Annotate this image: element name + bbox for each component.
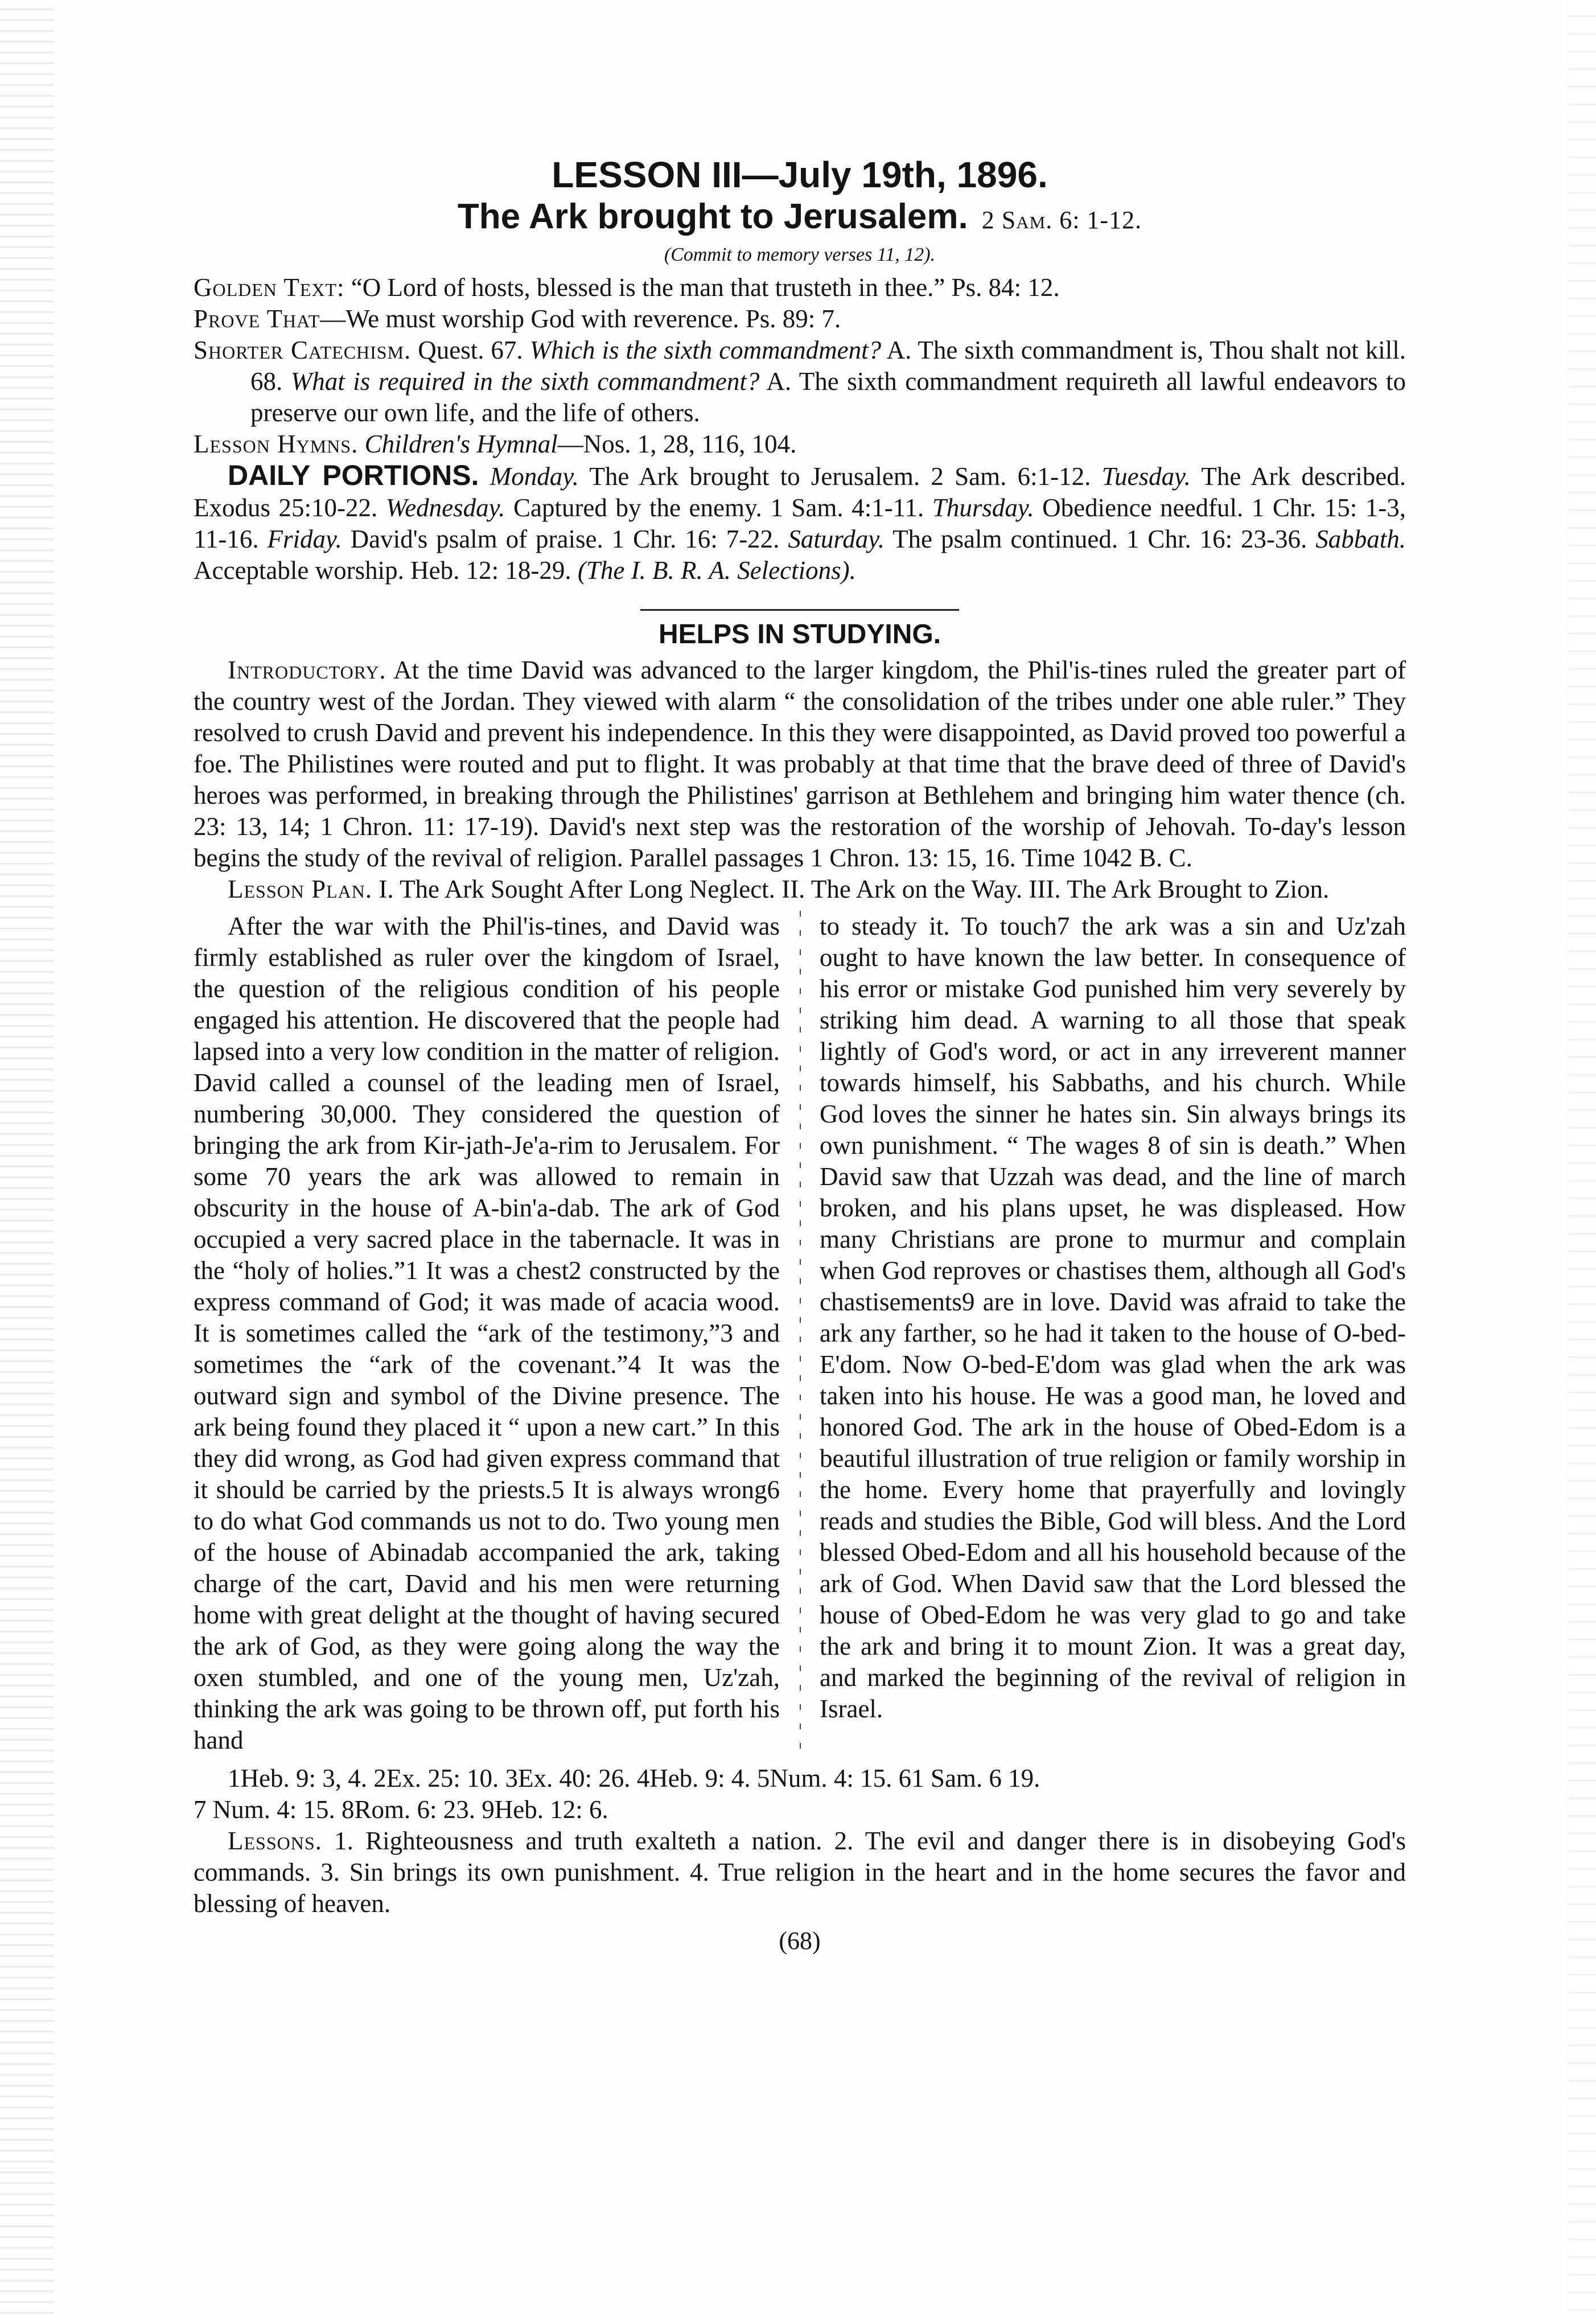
commentary-right-column [820, 911, 1406, 1756]
day-monday: Monday. [490, 462, 579, 491]
lesson-hymns [194, 429, 1406, 460]
portion-thursday: Obedience needful. 1 Chr. 15: 1-3, 11-16. [194, 494, 1406, 553]
memory-note: (Commit to memory verses 11, 12). [664, 244, 936, 265]
helps-title: HELPS IN STUDYING. [658, 619, 941, 649]
lesson-plan [194, 874, 1406, 905]
golden-text-label: Golden Text: [194, 273, 345, 302]
lessons [194, 1825, 1406, 1919]
portion-saturday: The psalm continued. 1 Chr. 16: 23-36. [884, 525, 1316, 553]
subtitle-line [194, 196, 1406, 241]
lesson-plan-body: I. The Ark Sought After Long Neglect. II. The Ark on the Way. III. The Ark Brought to Zion. [372, 875, 1330, 903]
lessons-label: Lessons. [228, 1827, 322, 1855]
catechism-label: Shorter Catechism. [194, 336, 412, 364]
catechism-answer-68: A. The sixth commandment requireth all lawful endeavors to preserve our own life, and the life of others. [250, 367, 1406, 427]
section-divider [640, 609, 959, 611]
catechism-answer-67: A. The sixth commandment is, Thou shalt not kill. 68. [250, 336, 1406, 396]
catechism-question-68: What is required in the sixth commandment? [290, 367, 760, 396]
daily-portions [194, 460, 1406, 586]
introductory-label: Introductory. [228, 656, 386, 684]
hymns-book: Children's Hymnal [358, 430, 558, 458]
commentary-left-text: After the war with the Phil'is-tines, and David was firmly established as ruler over the kingdom of Israel, the question of the religious condition of his people engaged his attention. He discovered that the people had lapsed into a very low condition in the matter of religion. David called a counsel of the leading men of Israel, numbering 30,000. They considered the question of bringing the ark from Kir-jath-Je'a-rim to Jerusalem. For some 70 years the ark was allowed to remain in obscurity in the house of A-bin'a-dab. The ark of God occupied a very sacred place in the tabernacle. It was in the “holy of holies.”1 It was a chest2 constructed by the express command of God; it was made of acacia wood. It is sometimes called the “ark of the testimony,”3 and sometimes the “ark of the covenant.”4 It was the outward sign and symbol of the Divine presence. The ark being found they placed it “ upon a new cart.” In this they did wrong, as God had given express command that it should be carried by the priests.5 It is always wrong6 to do what God commands us not to do. Two young men of the house of Abinadab accompanied the ark, taking charge of the cart, David and his men were returning home with great delight at the thought of having secured the ark of God, as they were going along the way the oxen stumbled, and one of the young men, Uz'zah, thinking the ark was going to be thrown off, put forth his hand [194, 912, 780, 1754]
footnotes-line-1: 1Heb. 9: 3, 4. 2Ex. 25: 10. 3Ex. 40: 26. 4Heb. 9: 4. 5Num. 4: 15. 61 Sam. 6 19. [228, 1764, 1040, 1792]
prove-that [194, 303, 1406, 335]
portion-wednesday: Captured by the enemy. 1 Sam. 4:1-11. [505, 494, 932, 522]
lesson-subtitle: The Ark brought to Jerusalem. [457, 197, 968, 236]
lessons-body: 1. Righteousness and truth exalteth a nation. 2. The evil and danger there is in disobeying God's commands. 3. Sin brings its own punishment. 4. True religion in the heart and in the home secures the favor and blessing of heaven. [194, 1827, 1406, 1918]
golden-text-body: “O Lord of hosts, blessed is the man that trusteth in thee.” Ps. 84: 12. [344, 273, 1060, 302]
scan-right-edge [1569, 0, 1596, 2315]
footnotes-line-2: 7 Num. 4: 15. 8Rom. 6: 23. 9Heb. 12: 6. [194, 1795, 608, 1824]
prove-that-label: Prove That [194, 305, 320, 333]
footnotes [194, 1763, 1406, 1825]
daily-portions-label: DAILY PORTIONS. [228, 459, 479, 491]
lesson-title: LESSON III—July 19th, 1896. [552, 154, 1048, 195]
catechism-quest-prefix: Quest. 67. [411, 336, 530, 364]
day-sabbath: Sabbath. [1315, 525, 1406, 553]
day-friday: Friday. [267, 525, 342, 553]
day-thursday: Thursday. [932, 494, 1034, 522]
introductory-body: At the time David was advanced to the larger kingdom, the Phil'is-tines ruled the greater part of the country west of the Jordan. They viewed with alarm “ the consolidation of the tribes under one able ruler.” They resolved to crush David and prevent his independence. In this they were disappointed, as David proved too powerful a foe. The Philistines were routed and put to flight. It was probably at that time that the brave deed of three of David's heroes was performed, in breaking through the Philistines' garrison at Bethlehem and bringing him water thence (ch. 23: 13, 14; 1 Chron. 11: 17-19). David's next step was the restoration of the worship of Jehovah. To-day's lesson begins the study of the revival of religion. Parallel passages 1 Chron. 13: 15, 16. Time 1042 B. C. [194, 656, 1406, 872]
portion-friday: David's psalm of praise. 1 Chr. 16: 7-22. [342, 525, 788, 553]
column-divider [800, 911, 801, 1756]
page-content [194, 154, 1406, 1956]
prove-that-body: —We must worship God with reverence. Ps. 89: 7. [320, 305, 841, 333]
shorter-catechism [194, 335, 1406, 429]
ibra-selections: (The I. B. R. A. Selections). [577, 556, 856, 585]
hymns-label: Lesson Hymns. [194, 430, 359, 458]
page-number: (68) [779, 1927, 821, 1955]
portion-monday: The Ark brought to Jerusalem. 2 Sam. 6:1-12. [578, 462, 1102, 491]
commentary-right-text: to steady it. To touch7 the ark was a sin and Uz'zah ought to have known the law better. In consequence of his error or mistake God punished him very severely by striking him dead. A warning to all those that speak lightly of God's word, or act in any irreverent manner towards himself, his Sabbaths, and his church. While God loves the sinner he hates sin. Sin always brings its own punishment. “ The wages 8 of sin is death.” When David saw that Uzzah was dead, and the line of march broken, and his plans upset, he was displeased. How many Christians are prone to murmur and complain when God reproves or chastises them, although all God's chastisements9 are in love. David was afraid to take the ark any farther, so he had it taken to the house of O-bed-E'dom. Now O-bed-E'dom was glad when the ark was taken into his house. He was a good man, he loved and honored God. The ark in the house of Obed-Edom is a beautiful illustration of true religion or family worship in the home. Every home that prayerfully and lovingly reads and studies the Bible, God will bless. And the Lord blessed Obed-Edom and all his household because of the ark of God. When David saw that the Lord blessed the house of Obed-Edom he was very glad to go and take the ark and bring it to mount Zion. It was a great day, and marked the beginning of the revival of religion in Israel. [820, 912, 1406, 1723]
golden-text [194, 272, 1406, 303]
commentary-columns [194, 911, 1406, 1756]
portion-tuesday: The Ark described. Exodus 25:10-22. [194, 462, 1406, 522]
day-wednesday: Wednesday. [385, 494, 505, 522]
introductory [194, 655, 1406, 874]
catechism-question-67: Which is the sixth commandment? [529, 336, 882, 364]
day-saturday: Saturday. [788, 525, 885, 553]
scan-left-edge [0, 0, 54, 2315]
commentary-left-column [194, 911, 780, 1756]
day-tuesday: Tuesday. [1101, 462, 1191, 491]
portion-sabbath: Acceptable worship. Heb. 12: 18-29. [194, 556, 578, 585]
lesson-plan-label: Lesson Plan. [228, 875, 373, 903]
hymns-numbers: —Nos. 1, 28, 116, 104. [557, 430, 797, 458]
scripture-reference: 2 Sam. 6: 1-12. [981, 206, 1142, 234]
